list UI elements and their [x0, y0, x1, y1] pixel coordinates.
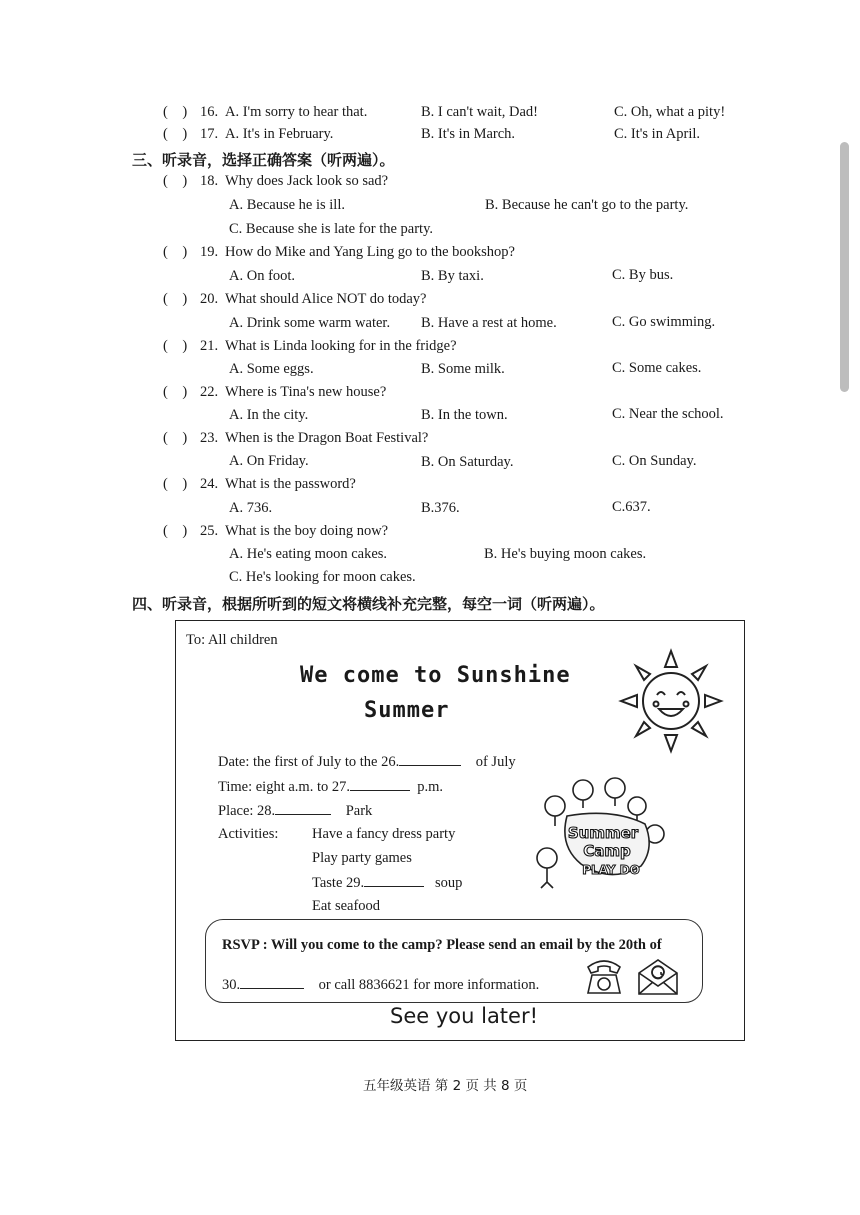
time-line: Time: eight a.m. to 27. p.m.: [218, 779, 444, 795]
rsvp-line-2: 30. or call 8836621 for more information.: [222, 977, 540, 993]
blank-26[interactable]: [399, 753, 461, 766]
activity-2: Play party games: [312, 850, 412, 866]
question-text: What is Linda looking for in the fridge?: [225, 338, 457, 354]
option-c: C. Oh, what a pity!: [614, 104, 726, 120]
option-a: A. He's eating moon cakes.: [229, 546, 388, 562]
option-c: C. Some cakes.: [612, 360, 702, 376]
question-text: What should Alice NOT do today?: [225, 291, 427, 307]
answer-bracket[interactable]: ( ): [163, 104, 188, 120]
telephone-icon: [584, 955, 624, 997]
question-number: 22.: [200, 384, 219, 400]
answer-bracket[interactable]: ( ): [163, 173, 188, 189]
activities-label: Activities:: [218, 826, 279, 842]
answer-bracket[interactable]: ( ): [163, 291, 188, 307]
option-b: B. In the town.: [421, 407, 508, 423]
activity-4: Eat seafood: [312, 898, 381, 914]
option-c: C. On Sunday.: [612, 453, 697, 469]
question-text: When is the Dragon Boat Festival?: [225, 430, 429, 446]
answer-bracket[interactable]: ( ): [163, 384, 188, 400]
answer-bracket[interactable]: ( ): [163, 476, 188, 492]
camp-logo-word-1: Summer: [567, 824, 639, 842]
question-number: 19.: [200, 244, 219, 260]
question-text: How do Mike and Yang Ling go to the bookshop?: [225, 244, 515, 260]
option-a: A. In the city.: [229, 407, 309, 423]
option-b: B. Some milk.: [421, 361, 505, 377]
answer-bracket[interactable]: ( ): [163, 338, 188, 354]
option-a: A. On foot.: [229, 268, 296, 284]
activity-3: Taste 29. soup: [312, 875, 463, 891]
option-c: C.637.: [612, 499, 651, 515]
question-number: 25.: [200, 523, 219, 539]
see-you-later: See you later!: [390, 1004, 539, 1028]
question-text: What is the boy doing now?: [225, 523, 389, 539]
answer-bracket[interactable]: ( ): [163, 430, 188, 446]
question-text: Where is Tina's new house?: [225, 384, 387, 400]
option-b: B. By taxi.: [421, 268, 484, 284]
question-number: 17.: [200, 126, 219, 142]
page-footer: 五年级英语 第 2 页 共 8 页: [363, 1078, 528, 1094]
blank-30[interactable]: [240, 976, 304, 989]
answer-bracket[interactable]: ( ): [163, 126, 188, 142]
question-number: 16.: [200, 104, 219, 120]
answer-bracket[interactable]: ( ): [163, 523, 188, 539]
option-c: C. It's in April.: [614, 126, 700, 142]
option-b: B. It's in March.: [421, 126, 516, 142]
sun-icon: [615, 645, 727, 757]
option-c: C. Go swimming.: [612, 314, 716, 330]
option-c: C. By bus.: [612, 267, 674, 283]
place-line: Place: 28. Park: [218, 803, 373, 819]
email-icon: [636, 957, 680, 997]
option-c: C. Because she is late for the party.: [229, 221, 434, 237]
question-number: 24.: [200, 476, 219, 492]
section-4-heading: 四、听录音，根据所听到的短文将横线补充完整，每空一词（听两遍）。: [132, 595, 605, 613]
rsvp-line-1: RSVP : Will you come to the camp? Please send an email by the 20th of: [222, 937, 662, 953]
question-number: 20.: [200, 291, 219, 307]
option-b: B. On Saturday.: [421, 454, 514, 470]
scrollbar[interactable]: [840, 142, 849, 392]
poster-to-line: To: All children: [186, 632, 278, 648]
blank-27[interactable]: [350, 778, 410, 791]
blank-29[interactable]: [364, 874, 424, 887]
option-a: A. 736.: [229, 500, 273, 516]
option-a: A. It's in February.: [225, 126, 334, 142]
question-number: 23.: [200, 430, 219, 446]
option-a: A. Drink some warm water.: [229, 315, 391, 331]
question-number: 21.: [200, 338, 219, 354]
poster-title-line2: Summer: [364, 698, 450, 723]
section-3-heading: 三、听录音，选择正确答案（听两遍）。: [132, 151, 395, 169]
camp-logo-word-2: Camp: [583, 842, 631, 860]
question-text: Why does Jack look so sad?: [225, 173, 389, 189]
option-a: A. Some eggs.: [229, 361, 314, 377]
option-b: B. I can't wait, Dad!: [421, 104, 538, 120]
poster-title-line1: We come to Sunshine: [300, 663, 571, 688]
question-text: What is the password?: [225, 476, 356, 492]
answer-bracket[interactable]: ( ): [163, 244, 188, 260]
activity-1: Have a fancy dress party: [312, 826, 456, 842]
option-a: A. Because he is ill.: [229, 197, 345, 213]
option-b: B. Because he can't go to the party.: [485, 197, 689, 213]
option-a: A. On Friday.: [229, 453, 309, 469]
option-a: A. I'm sorry to hear that.: [225, 104, 368, 120]
question-number: 18.: [200, 173, 219, 189]
summer-camp-logo: [527, 772, 672, 902]
option-b: B.376.: [421, 500, 460, 516]
blank-28[interactable]: [275, 802, 331, 815]
option-c: C. He's looking for moon cakes.: [229, 569, 416, 585]
option-b: B. He's buying moon cakes.: [484, 546, 647, 562]
camp-logo-word-3: PLAY DO: [582, 863, 640, 877]
option-c: C. Near the school.: [612, 406, 724, 422]
date-line: Date: the first of July to the 26. of July: [218, 754, 516, 770]
option-b: B. Have a rest at home.: [421, 315, 557, 331]
